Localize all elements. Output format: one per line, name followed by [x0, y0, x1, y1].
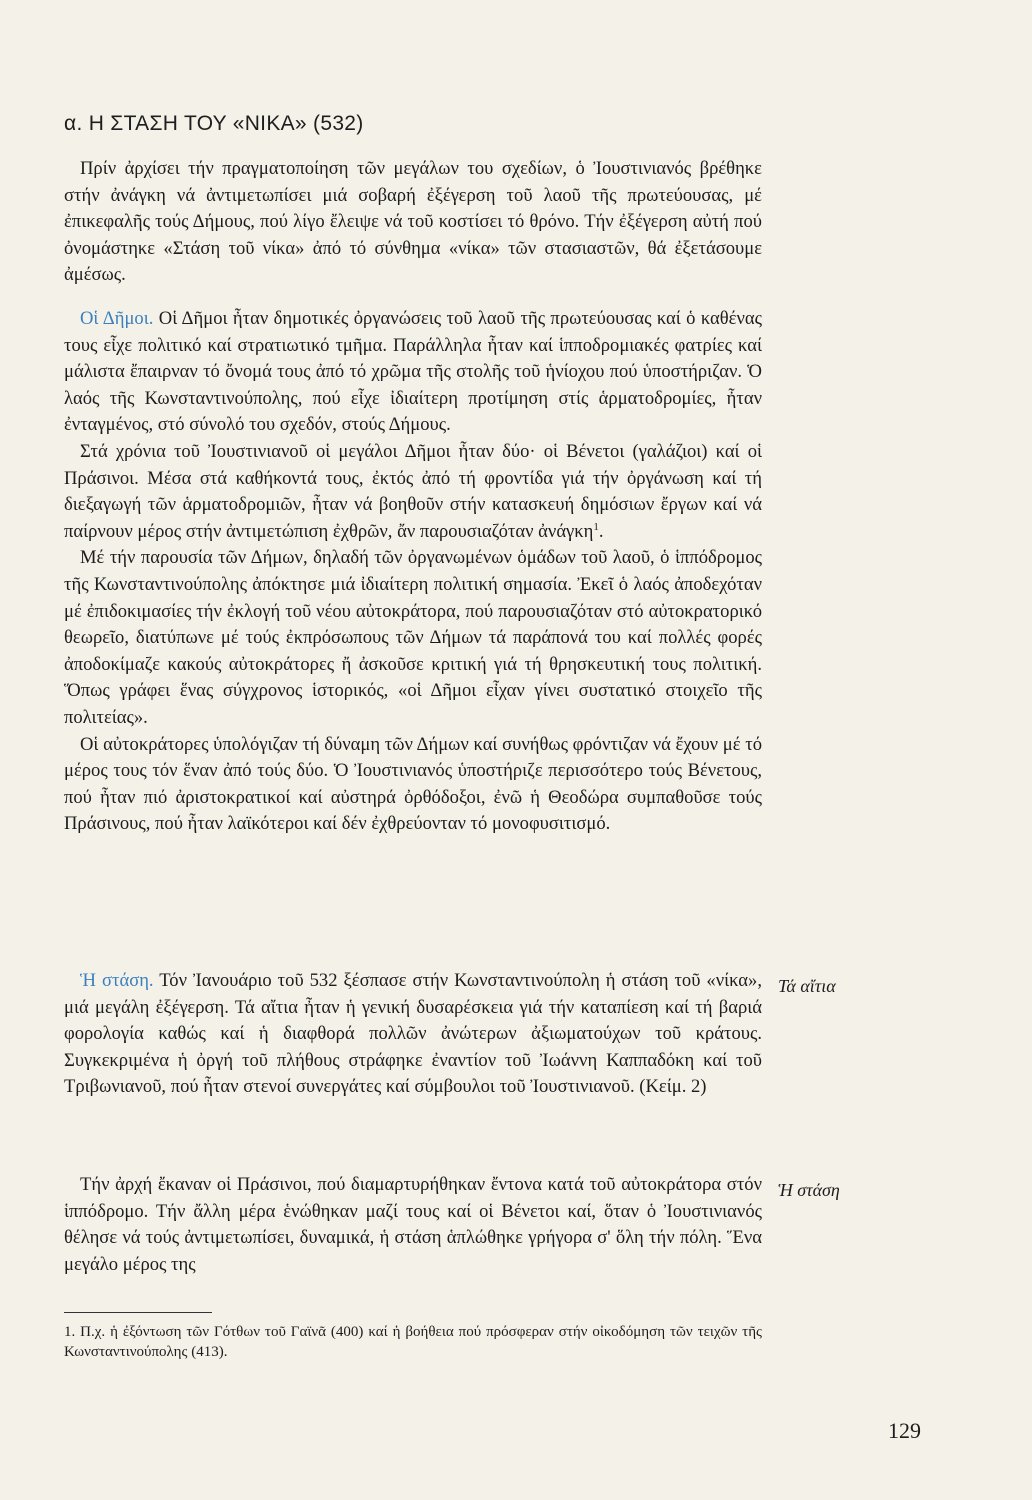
intro-paragraph: Πρίν ἀρχίσει τήν πραγματοποίηση τῶν μεγάλων του σχεδίων, ὁ Ἰουστινιανός βρέθηκε στήν ἀνάγκη νά ἀντιμετωπίσει μιά σοβαρή ἐξέγερση τοῦ λαοῦ τῆς πρωτεύουσας, μέ ἐπικεφαλῆς τούς Δήμους, πού λίγο ἔλειψε νά τοῦ κοστίσει τό θρόνο. Τήν ἐξέγερση αὐτή πού ὀνομάστηκε «Στάση τοῦ νίκα» ἀπό τό σύνθημα «νίκα» τῶν στασιαστῶν, θά ἐξετάσουμε ἀμέσως.	[64, 158, 762, 286]
footnote-marker: 1	[593, 520, 599, 533]
demes-paragraph-1	[64, 306, 762, 439]
chapter-title: α. Η ΣΤΑΣΗ ΤΟΥ «ΝΙΚΑ» (532)	[64, 112, 364, 135]
demes-paragraph-3: Μέ τήν παρουσία τῶν Δήμων, δηλαδή τῶν ὀργανωμένων ὁμάδων τοῦ λαοῦ, ὁ ἱππόδρομος τῆς Κωνσταντινούπολης ἀπόκτησε μιά ἰδιαίτερη πολιτική σημασία. Ἐκεῖ ὁ λαός ἀποδεχόταν μέ ἐπιδοκιμασίες τήν ἐκλογή τοῦ νέου αὐτοκράτορα, πού παρουσιαζόταν στό αὐτοκρατορικό θεωρεῖο, διατύπωνε μέ τούς ἐκπρόσωπους τῶν Δήμων τά παράπονά του καί πολλές φορές ἀποδοκίμαζε κακούς αὐτοκράτορες ἤ ἀσκοῦσε κριτική γιά τή θρησκευτική τους πολιτική. Ὅπως γράφει ἕνας σύγχρονος ἱστορικός, «οἱ Δῆμοι εἶχαν γίνει συστατικό στοιχεῖο τῆς πολιτείας».	[64, 547, 762, 728]
demes-heading: Οἱ Δῆμοι.	[80, 308, 154, 329]
revolt-paragraph-2: Τήν ἀρχή ἔκαναν οἱ Πράσινοι, πού διαμαρτυρήθηκαν ἔντονα κατά τοῦ αὐτοκράτορα στόν ἱππόδρομο. Τήν ἄλλη μέρα ἑνώθηκαν μαζί τους καί οἱ Βένετοι καί, ὅταν ὁ Ἰουστινιανός θέλησε νά τούς ἀντιμετωπίσει, δυναμικά, ἡ στάση ἁπλώθηκε γρήγορα σ' ὅλη τήν πόλη. Ἕνα μεγάλο μέρος της	[64, 1174, 762, 1275]
intro-block	[64, 156, 762, 289]
margin-note-revolt: Ἡ στάση	[778, 1180, 840, 1200]
section-demes	[64, 306, 762, 838]
margin-note-causes: Τά αἴτια	[778, 976, 836, 996]
demes-text-1: Οἱ Δῆμοι ἦταν δημοτικές ὀργανώσεις τοῦ λαοῦ τῆς πρωτεύουσας καί ὁ καθένας τους εἶχε πολιτικό καί στρατιωτικό τμῆμα. Παράλληλα ἦταν καί ἱπποδρομιακές φατρίες καί μάλιστα ἔπαιρναν τό ὄνομά τους ἀπό τό χρῶμα τῆς στολῆς τοῦ ἡνίοχου πού ὑποστήριζαν. Ὁ λαός τῆς Κωνσταντινούπολης, πού εἶχε ἰδιαίτερη προτίμηση στίς ἁρματοδρομίες, ἦταν ἐνταγμένος, στό σύνολό του σχεδόν, στούς Δήμους.	[64, 308, 763, 436]
footnote-divider	[64, 1312, 212, 1313]
revolt-paragraph-1	[64, 968, 762, 1101]
footnote: 1. Π.χ. ἡ ἐξόντωση τῶν Γότθων τοῦ Γαϊνᾶ (400) καί ἡ βοήθεια πού πρόσφεραν στήν οἰκοδόμηση τῶν τειχῶν τῆς Κωνσταντινούπολης (413).	[64, 1324, 762, 1360]
demes-paragraph-2: Στά χρόνια τοῦ Ἰουστινιανοῦ οἱ μεγάλοι Δῆμοι ἦταν δύο· οἱ Βένετοι (γαλάζιοι) καί οἱ Πράσινοι. Μέσα στά καθήκοντά τους, ἐκτός ἀπό τή φροντίδα γιά τήν ὀργάνωση καί τή διεξαγωγή τῶν ἁρματοδρομιῶν, ἦταν νά βοηθοῦν στήν κατασκευή δημόσιων ἔργων καί νά παίρνουν μέρος στήν ἀντιμετώπιση ἐχθρῶν, ἄν παρουσιαζόταν ἀνάγκη$^1$.	[64, 440, 762, 542]
revolt-text-1: Τόν Ἰανουάριο τοῦ 532 ξέσπασε στήν Κωνσταντινούπολη ἡ στάση τοῦ «νίκα», μιά μεγάλη ἐξέγερση. Τά αἴτια ἦταν ἡ γενική δυσαρέσκεια γιά τήν καταπίεση καί τή βαριά φορολογία καθώς καί ἡ διαφθορά πολλῶν ἀνώτερων ἀξιωματούχων τοῦ κράτους. Συγκεκριμένα ἡ ὀργή τοῦ πλήθους στράφηκε ἐναντίον τοῦ Ἰωάννη Καππαδόκη καί τοῦ Τριβωνιανοῦ, πού ἦταν στενοί συνεργάτες καί σύμβουλοι τοῦ Ἰουστινιανοῦ. (Κείμ. 2)	[64, 970, 762, 1098]
page-number: 129	[888, 1418, 921, 1443]
demes-text-2: Στά χρόνια τοῦ Ἰουστινιανοῦ οἱ μεγάλοι Δῆμοι ἦταν δύο· οἱ Βένετοι (γαλάζιοι) καί οἱ Πράσινοι. Μέσα στά καθήκοντά τους, ἐκτός ἀπό τή φροντίδα γιά τήν ὀργάνωση καί τή διεξαγωγή τῶν ἁρματοδρομιῶν, ἦταν νά βοηθοῦν στήν κατασκευή δημόσιων ἔργων καί νά παίρνουν μέρος στήν ἀντιμετώπιση ἐχθρῶν, ἄν παρουσιαζόταν ἀνάγκη	[64, 440, 762, 542]
demes-paragraph-4: Οἱ αὐτοκράτορες ὑπολόγιζαν τή δύναμη τῶν Δήμων καί συνήθως φρόντιζαν νά ἔχουν μέ τό μέρος τους τόν ἕναν ἀπό τούς δύο. Ὁ Ἰουστινιανός ὑποστήριζε περισσότερο τούς Βένετους, πού ἦταν πιό ἀριστοκρατικοί καί αὐστηρά ὀρθόδοξοι, ἐνῶ ἡ Θεοδώρα συμπαθοῦσε τούς Πράσινους, πού ἦταν λαϊκότεροι καί δέν ἐχθρεύονταν τό μονοφυσιτισμό.	[64, 733, 762, 835]
section-revolt	[64, 968, 762, 1101]
section-revolt-continued	[64, 1172, 762, 1278]
revolt-heading: Ἡ στάση.	[80, 970, 154, 991]
